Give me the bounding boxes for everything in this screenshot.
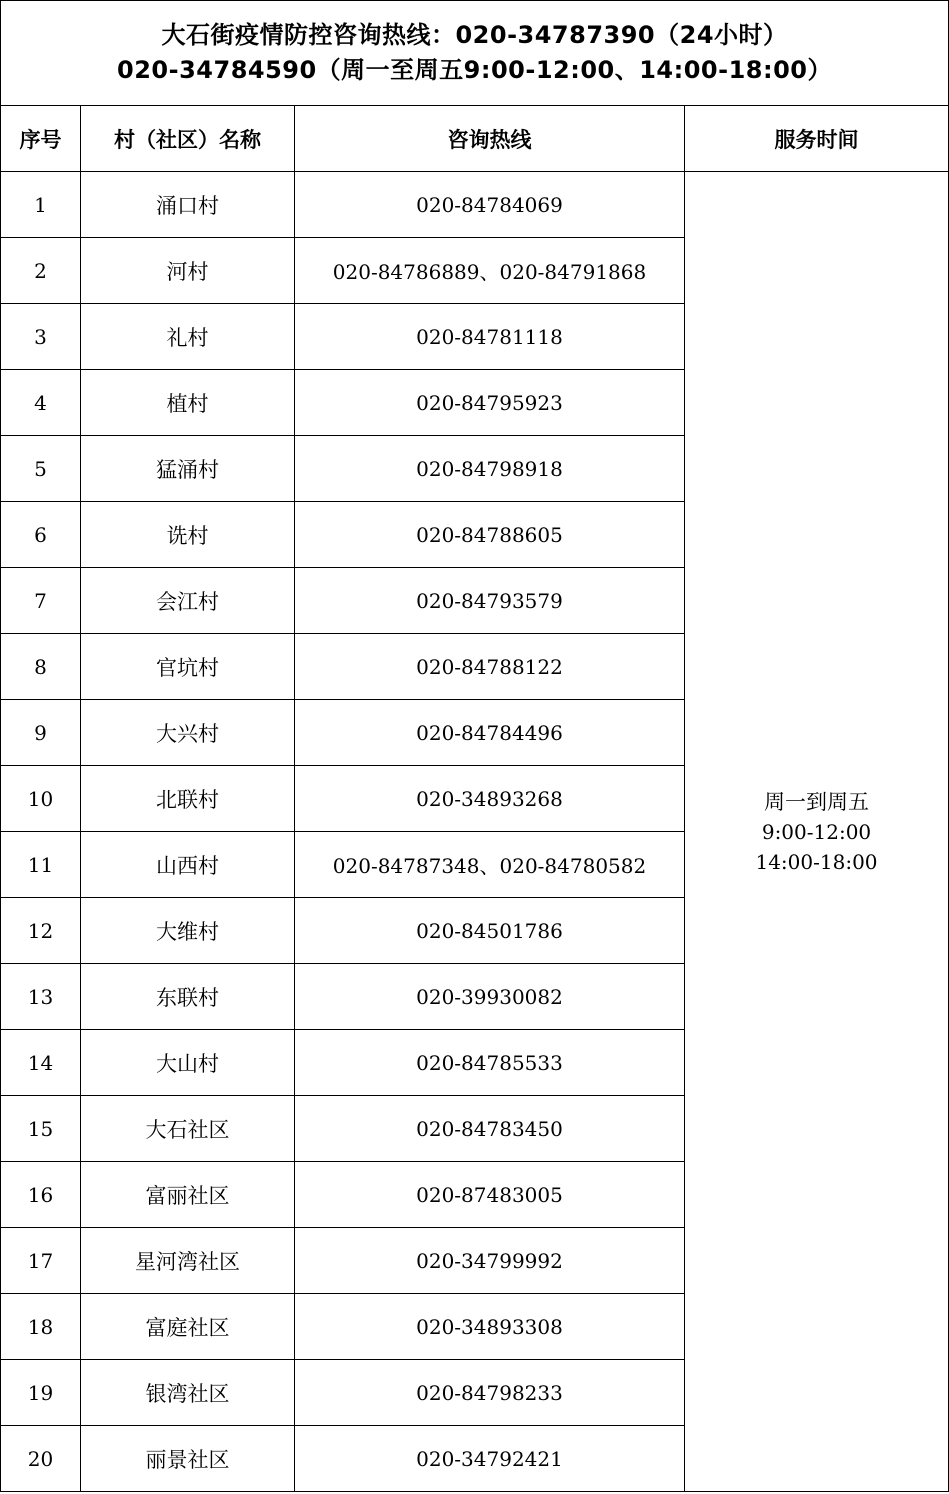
row-village-name: 星河湾社区 (81, 1228, 295, 1294)
row-index: 20 (1, 1426, 81, 1492)
row-hotline: 020-84783450 (295, 1096, 685, 1162)
row-hotline: 020-84785533 (295, 1030, 685, 1096)
row-index: 11 (1, 832, 81, 898)
row-hotline: 020-84798233 (295, 1360, 685, 1426)
row-village-name: 富丽社区 (81, 1162, 295, 1228)
row-village-name: 植村 (81, 370, 295, 436)
row-hotline: 020-34893268 (295, 766, 685, 832)
row-index: 14 (1, 1030, 81, 1096)
row-index: 4 (1, 370, 81, 436)
row-village-name: 猛涌村 (81, 436, 295, 502)
row-village-name: 官坑村 (81, 634, 295, 700)
row-index: 12 (1, 898, 81, 964)
title-row (1, 1, 949, 106)
row-index: 7 (1, 568, 81, 634)
row-index: 1 (1, 172, 81, 238)
row-hotline: 020-34893308 (295, 1294, 685, 1360)
row-hotline: 020-34792421 (295, 1426, 685, 1492)
row-index: 2 (1, 238, 81, 304)
row-hotline: 020-87483005 (295, 1162, 685, 1228)
row-hotline: 020-39930082 (295, 964, 685, 1030)
title-line-2: 020-34784590（周一至周五9:00-12:00、14:00-18:00） (117, 56, 832, 84)
row-index: 13 (1, 964, 81, 1030)
row-index: 3 (1, 304, 81, 370)
row-village-name: 河村 (81, 238, 295, 304)
row-village-name: 诜村 (81, 502, 295, 568)
row-hotline: 020-84788605 (295, 502, 685, 568)
row-village-name: 东联村 (81, 964, 295, 1030)
row-village-name: 银湾社区 (81, 1360, 295, 1426)
row-village-name: 大维村 (81, 898, 295, 964)
row-village-name: 大兴村 (81, 700, 295, 766)
row-village-name: 大石社区 (81, 1096, 295, 1162)
row-hotline: 020-84798918 (295, 436, 685, 502)
header-name: 村（社区）名称 (81, 106, 295, 172)
row-hotline: 020-34799992 (295, 1228, 685, 1294)
row-village-name: 大山村 (81, 1030, 295, 1096)
row-index: 18 (1, 1294, 81, 1360)
row-hotline: 020-84781118 (295, 304, 685, 370)
table-row (1, 172, 949, 238)
row-village-name: 北联村 (81, 766, 295, 832)
row-index: 6 (1, 502, 81, 568)
service-days: 周一到周五 (764, 789, 869, 814)
row-hotline: 020-84784496 (295, 700, 685, 766)
row-index: 17 (1, 1228, 81, 1294)
row-hotline: 020-84795923 (295, 370, 685, 436)
row-index: 8 (1, 634, 81, 700)
service-afternoon-hours: 14:00-18:00 (755, 849, 878, 874)
row-hotline: 020-84793579 (295, 568, 685, 634)
row-index: 16 (1, 1162, 81, 1228)
row-hotline: 020-84788122 (295, 634, 685, 700)
row-hotline: 020-84786889、020-84791868 (295, 238, 685, 304)
header-row (1, 106, 949, 172)
row-village-name: 山西村 (81, 832, 295, 898)
row-index: 5 (1, 436, 81, 502)
row-hotline: 020-84501786 (295, 898, 685, 964)
row-hotline: 020-84787348、020-84780582 (295, 832, 685, 898)
row-index: 9 (1, 700, 81, 766)
row-hotline: 020-84784069 (295, 172, 685, 238)
header-service-time: 服务时间 (685, 106, 949, 172)
service-time-cell (685, 172, 949, 1492)
service-morning-hours: 9:00-12:00 (761, 819, 872, 844)
table-title (1, 1, 949, 106)
row-village-name: 涌口村 (81, 172, 295, 238)
row-village-name: 丽景社区 (81, 1426, 295, 1492)
row-index: 19 (1, 1360, 81, 1426)
row-village-name: 礼村 (81, 304, 295, 370)
row-index: 15 (1, 1096, 81, 1162)
row-village-name: 富庭社区 (81, 1294, 295, 1360)
row-index: 10 (1, 766, 81, 832)
row-village-name: 会江村 (81, 568, 295, 634)
header-hotline: 咨询热线 (295, 106, 685, 172)
title-line-1: 大石街疫情防控咨询热线：020-34787390（24小时） (161, 21, 788, 49)
header-index: 序号 (1, 106, 81, 172)
